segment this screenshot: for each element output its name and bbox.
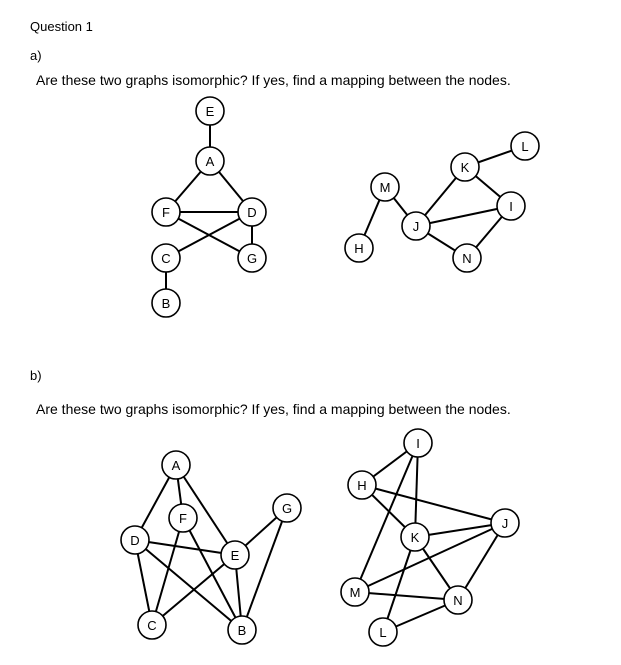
part-b-graph1-node-label-A: A (171, 458, 181, 473)
part-a-question: Are these two graphs isomorphic? If yes, find a mapping between the nodes. (36, 72, 511, 88)
part-b-graph2-node-label-M: M (349, 585, 361, 600)
part-b-graph2-edge-I-M (355, 443, 418, 592)
part-a-graph1-node-label-D: D (247, 205, 257, 220)
part-a-graph2-node-label-K: K (460, 160, 470, 175)
part-b-graph2-node-label-N: N (453, 593, 463, 608)
part-b-graph1-node-label-F: F (179, 511, 187, 526)
part-b-graph2-edge-M-N (355, 592, 458, 600)
part-b-graph2-node-label-I: I (416, 436, 420, 451)
part-b-graph2-node-label-J: J (501, 516, 509, 531)
part-b-graph2-edge-H-J (362, 485, 505, 523)
part-b-graph2-node-label-H: H (357, 478, 367, 493)
part-b-graph1-edge-F-C (152, 518, 183, 625)
part-b-graph2-node-label-K: K (410, 530, 420, 545)
part-a-graph2-node-label-L: L (521, 139, 529, 154)
part-b-graph1-node-label-C: C (147, 618, 157, 633)
part-a-label: a) (30, 48, 42, 63)
part-b-graph1-node-label-B: B (237, 623, 247, 638)
part-a-graph1-node-label-G: G (246, 251, 258, 266)
part-b-graph1-node-label-D: D (130, 533, 140, 548)
part-b-graph1-node-label-E: E (230, 548, 240, 563)
part-b-graph1-node-label-G: G (281, 501, 293, 516)
part-b-graph2-edge-K-L (383, 537, 415, 632)
part-a-graph1-node-label-C: C (161, 251, 171, 266)
part-a-graph1-node-label-E: E (205, 104, 215, 119)
part-a-graph2-node-label-N: N (462, 251, 472, 266)
question-heading: Question 1 (30, 19, 93, 34)
part-a-graph1-node-label-F: F (162, 205, 170, 220)
part-b-question: Are these two graphs isomorphic? If yes, find a mapping between the nodes. (36, 401, 511, 417)
part-a-graph1-node-label-B: B (161, 296, 171, 311)
part-a-graph2-node-label-J: J (412, 219, 420, 234)
part-b-label: b) (30, 368, 42, 383)
part-b-graph1-edge-G-B (242, 508, 287, 630)
part-a-graph1-node-label-A: A (205, 154, 215, 169)
part-a-graph2-node-label-M: M (379, 180, 391, 195)
part-a-graph2-node-label-I: I (509, 199, 513, 214)
part-a-graph2-node-label-H: H (354, 241, 364, 256)
part-b-graph2-node-label-L: L (379, 625, 387, 640)
